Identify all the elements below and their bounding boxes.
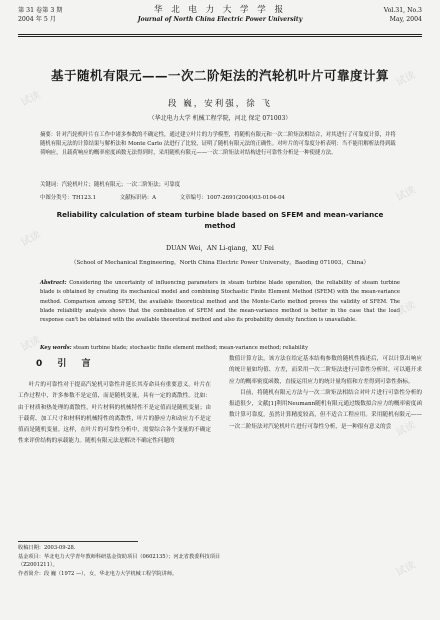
header-rule-bottom — [18, 36, 422, 37]
affiliation-en: （School of Mechanical Engineering，North China Electric Power University，Baoding 071003，China） — [70, 260, 370, 266]
footnote — [18, 544, 248, 578]
body-paragraph: 目前，将随机有限元方法与一次二阶矩法相结合对叶片进行可靠性分析的报道很少，文献[1]利用Neumann随机有限元通过级数拟合应力的概率密度函数计算可靠度，虽然计算精度较高，但不适合工程应用。采用随机有限元——一次二阶矩法对汽轮机叶片进行可靠性分析，是一种很有意义的尝 — [229, 389, 422, 430]
classification-line — [40, 193, 400, 201]
watermark: 试读 — [19, 89, 43, 109]
watermark: 试读 — [394, 69, 418, 89]
abstract-cn: 摘要：针对汽轮机叶片在工作中诸多参数的不确定性，通过建立叶片的力学模型，将随机有限元和一次二阶矩法相结合，对其进行了可靠度计算，并将随机有限元法的计算结果与解析法和 Monte Carlo 法进行了比较，证明了随机有限元法的正确性。对叶片的可靠度分析表明：当不能用解析法得到载荷响应，且载荷响应的概率密度函数无法得到时，采用随机有限元——一次二阶矩法对结构进行可靠性分析是一种使捷方法。 — [40, 132, 396, 156]
watermark: 试读 — [394, 419, 418, 439]
abstract-en — [40, 279, 400, 325]
header-journal — [18, 6, 422, 24]
footnote-author-bio: 作者简介：段 巍（1972 —），女，华北电力大学机械工程学院讲师。 — [18, 570, 178, 577]
abstract-en-text: Considering the uncertainty of influencing parameters in steam turbine blade operation, the reliability of steam turbine blade is obtained by creating its mechanical model and combining Stochastic Finite Element Method (SFEM) with the mean-variance method. Comparison among SFEM, the available theoretical method and the Monte-Carlo method proves the validity of SFEM. The blade reliability analysis shows that the combination of SFEM and the mean-variance method is better in the case that the load response can't be obtained with the available theoretical method and also its probability density function is unavailable. — [40, 280, 400, 324]
keywords-en-label: Key words: — [40, 345, 72, 351]
abstract-en-label: Abstract: — [40, 280, 67, 286]
footnote-received: 收稿日期：2003-09-28. — [18, 545, 76, 551]
journal-name-cn: 华 北 电 力 大 学 学 报 — [154, 5, 286, 15]
header-volume-issue: 第 31 卷第 3 期 — [18, 7, 63, 14]
document-code: 文献标识码：A — [119, 195, 157, 201]
section-heading-introduction: 0 引 言 — [36, 359, 97, 369]
article-number: 文章编号：1007-2691(2004)03-0104-04 — [179, 195, 285, 201]
body-column-right — [229, 354, 422, 433]
footnote-rule — [18, 541, 138, 542]
header-date-cn: 2004 年 5 月 — [18, 16, 56, 23]
authors-cn: 段 巍，安利强，徐 飞 — [168, 99, 272, 109]
paper-title-en: Reliability calculation of steam turbine blade based on SFEM and mean-variance method — [56, 210, 384, 230]
watermark: 试读 — [394, 184, 418, 204]
body-column-left — [18, 380, 211, 448]
paper-title-cn: 基于随机有限元——一次二阶矩法的汽轮机叶片可靠度计算 — [50, 68, 389, 83]
watermark: 试读 — [19, 334, 43, 354]
watermark: 试读 — [19, 229, 43, 249]
watermark: 试读 — [394, 299, 418, 319]
header-vol-no-en: Vol.31, No.3 — [383, 7, 422, 14]
watermark: 试读 — [394, 559, 418, 579]
header-volume-en — [384, 6, 422, 24]
body-paragraph: 数值计算方法，该方法在给定基本结构参数的随机性描述后，可以计算出响应的统计量如均值、方差，而采用一次二阶矩法进行可靠性分析时，可以避开求应力的概率密度函数，直接运用应力的统计量均值和方差得到可靠性指标。 — [229, 356, 422, 385]
affiliation-cn: （华北电力大学 机械工程学院，河北 保定 071003） — [148, 115, 292, 122]
journal-name-en: Journal of North China Electric Power University — [137, 16, 303, 23]
keywords-en-text: steam turbine blade; stochastic finite element method; mean-variance method; reliability — [73, 345, 309, 351]
body-paragraph: 叶片的可靠性对于提高汽轮机可靠性并延长其寿命具有重要意义。叶片在工作过程中，许多参数不是定值，而是随机变量，具有一定的离散性。比如：由于材质和热处理的离散性，叶片材料的机械特性不是定值而是随机变量；由于载荷、加工尺寸和材料的机械特性的离散性，叶片的静应力和动应力不是定值而是随机变量。这样，在叶片的可靠性分析中，需要综合各个变量的不确定性来评价结构的承载能力。随机有限元法是解决不确定性问题的 — [18, 382, 211, 445]
keywords-cn: 关键词：汽轮机叶片；随机有限元；一次二阶矩法；可靠度 — [40, 182, 181, 188]
clc-number: 中图分类号：TH123.1 — [40, 195, 97, 201]
header-rule-top — [18, 34, 422, 35]
header-date-en: May, 2004 — [389, 16, 422, 23]
footnote-fund: 基金项目：华北电力大学青年教师科研基金资助项目（0602135）；河北省教委科技项目（Z2001211）。 — [18, 553, 221, 568]
authors-en: DUAN Wei，AN Li-qiang，XU Fei — [166, 244, 274, 252]
keywords-en — [40, 345, 400, 351]
